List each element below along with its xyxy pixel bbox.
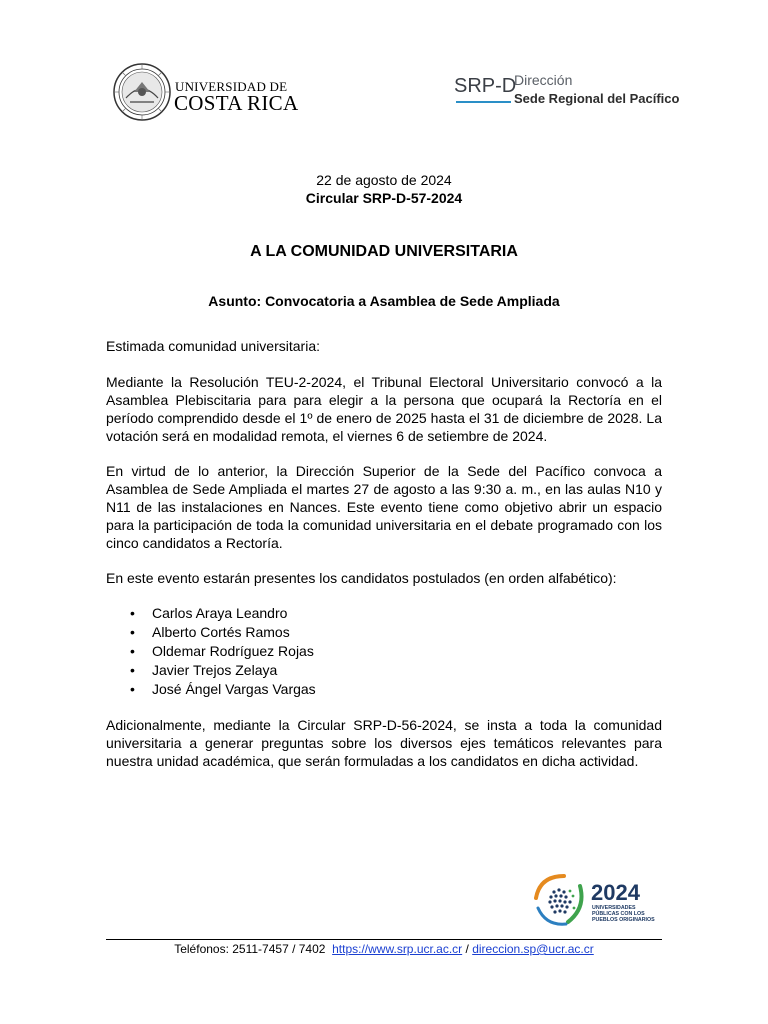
ucr-name-line2: COSTA RICA — [174, 91, 299, 115]
footer-separator: / — [465, 942, 469, 956]
candidate-name: Oldemar Rodríguez Rojas — [152, 643, 314, 659]
footer-phones: Teléfonos: 2511-7457 / 7402 — [174, 942, 326, 956]
document-date: 22 de agosto de 2024 — [316, 172, 452, 188]
candidate-name: José Ángel Vargas Vargas — [152, 681, 316, 697]
logo-year: 2024 — [591, 880, 640, 905]
logo-subtitle-line: UNIVERSIDADES — [592, 905, 636, 911]
bullet-icon: • — [130, 624, 135, 640]
candidate-name: Javier Trejos Zelaya — [152, 662, 278, 678]
document-heading: A LA COMUNIDAD UNIVERSITARIA — [250, 243, 518, 260]
list-item — [130, 680, 316, 699]
bullet-icon: • — [130, 605, 135, 621]
candidate-list — [130, 604, 316, 699]
srp-logo — [454, 72, 680, 112]
bullet-icon: • — [130, 681, 135, 697]
paragraph-4: Adicionalmente, mediante la Circular SRP-D-56-2024, se insta a toda la comunidad universitaria a generar preguntas sobre los diversos ejes temáticos relevantes para nuestra unidad académica, que serán formuladas a los candidatos en dicha actividad. — [106, 717, 662, 769]
srp-direccion: Dirección — [514, 72, 573, 88]
candidate-name: Alberto Cortés Ramos — [152, 624, 290, 640]
list-item — [130, 604, 316, 623]
logo-subtitle-line: PUEBLOS ORIGINARIOS — [592, 917, 655, 923]
list-item — [130, 661, 316, 680]
subject-line: Asunto: Convocatoria a Asamblea de Sede Ampliada — [208, 293, 560, 309]
candidate-name: Carlos Araya Leandro — [152, 605, 288, 621]
paragraph-2: En virtud de lo anterior, la Dirección Superior de la Sede del Pacífico convoca a Asamblea de Sede Ampliada el martes 27 de agosto a las 9:30 a. m., en las aulas N10 y N11 de las instalaciones en Nances. Este evento tiene como objetivo abrir un espacio para la participación de toda la comunidad universitaria en el debate programado con los cinco candidatos a Rectoría. — [106, 463, 662, 551]
universidades-2024-logo — [530, 868, 660, 932]
email-link[interactable]: direccion.sp@ucr.ac.cr — [472, 942, 594, 956]
greeting: Estimada comunidad universitaria: — [106, 338, 320, 354]
logo-subtitle — [592, 905, 655, 923]
srp-accent-line — [456, 101, 511, 103]
srp-mark: SRP-D — [454, 75, 517, 97]
circular-number: Circular SRP-D-57-2024 — [305, 190, 463, 206]
dotted-globe-icon — [530, 868, 588, 932]
paragraph-1: Mediante la Resolución TEU-2-2024, el Tribunal Electoral Universitario convocó a la Asamblea Plebiscitaria para para elegir a la persona que ocupará la Rectoría en el período comprendido desde el 1º de enero de 2025 hasta el 31 de diciembre de 2028. La votación será en modalidad remota, el viernes 6 de setiembre de 2024. — [106, 374, 662, 444]
footer — [0, 942, 768, 956]
bullet-icon: • — [130, 643, 135, 659]
ucr-seal-icon — [112, 62, 172, 122]
ucr-logo — [112, 62, 299, 134]
footer-divider — [106, 939, 662, 940]
list-item — [130, 623, 316, 642]
srp-sede: Sede Regional del Pacífico — [514, 91, 680, 106]
website-link[interactable]: https://www.srp.ucr.ac.cr — [332, 942, 463, 956]
logo-subtitle-line: PÚBLICAS CON LOS — [592, 911, 645, 917]
paragraph-3: En este evento estarán presentes los candidatos postulados (en orden alfabético): — [106, 570, 617, 586]
ucr-name-line1: UNIVERSIDAD DE — [175, 79, 288, 94]
list-item — [130, 642, 316, 661]
bullet-icon: • — [130, 662, 135, 678]
